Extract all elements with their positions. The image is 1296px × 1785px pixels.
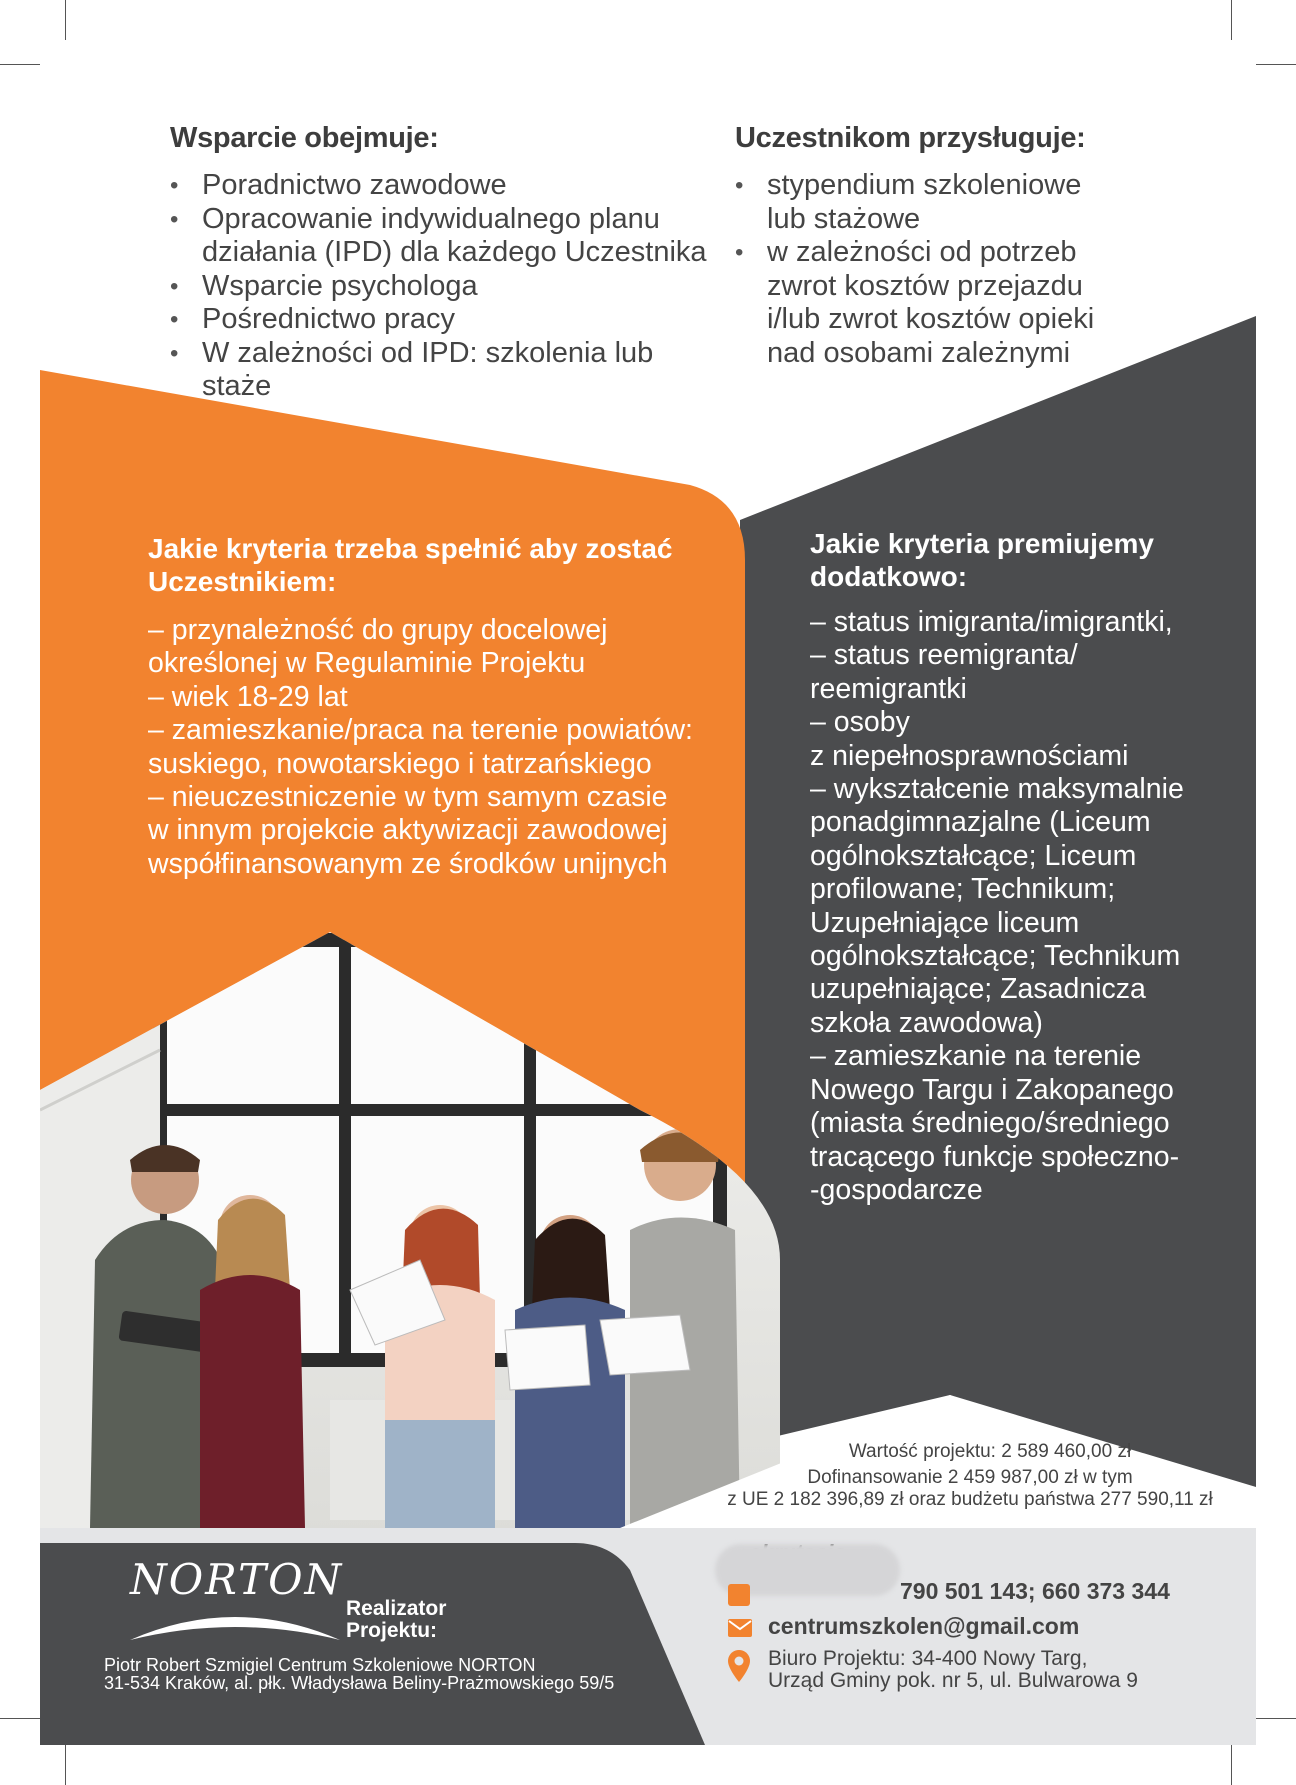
phone-icon xyxy=(728,1584,750,1606)
support-item: • Wsparcie psychologa xyxy=(170,270,710,304)
bonus-line: (miasta średniego/średniego xyxy=(810,1107,1170,1140)
bonus-line: profilowane; Technikum; xyxy=(810,873,1116,906)
bonus-line: – status reemigranta/ xyxy=(810,639,1078,672)
bonus-title-line: dodatkowo: xyxy=(810,561,968,592)
entitlements-list xyxy=(735,169,1105,370)
funding-info xyxy=(700,1440,1240,1512)
entitlements-item: • w zależności od potrzeb zwrot kosztów przejazdu i/lub zwrot kosztów opieki nad osobami zależnymi xyxy=(735,236,1105,370)
entitlements-section xyxy=(735,122,1105,370)
criteria-title-line: Jakie kryteria trzeba spełnić aby zostać xyxy=(148,533,673,564)
email-link[interactable]: centrumszkolen@gmail.com xyxy=(768,1613,1080,1639)
bonus-line: – osoby xyxy=(810,706,910,739)
support-section xyxy=(170,122,710,404)
bonus-section xyxy=(810,527,1230,1207)
bonus-line: – zamieszkanie na terenie xyxy=(810,1040,1142,1073)
location-pin-icon xyxy=(728,1650,750,1682)
realizer-line: Realizator xyxy=(346,1597,447,1620)
realizer-line: Projektu: xyxy=(346,1619,438,1642)
bonus-line: Uzupełniające liceum xyxy=(810,906,1080,939)
support-item: • Poradnictwo zawodowe xyxy=(170,169,710,203)
phone-numbers[interactable]: 790 501 143; 660 373 344 xyxy=(900,1578,1170,1604)
company-address xyxy=(104,1656,614,1692)
bonus-line: Nowego Targu i Zakopanego xyxy=(810,1073,1174,1106)
criteria-list xyxy=(148,614,728,881)
realizer-label xyxy=(346,1598,446,1642)
criteria-line: określonej w Regulaminie Projektu xyxy=(148,647,586,680)
criteria-line: współfinansowanym ze środków unijnych xyxy=(148,847,668,880)
criteria-title-line: Uczestnikiem: xyxy=(148,566,337,597)
office-address xyxy=(768,1648,1138,1692)
criteria-line: suskiego, nowotarskiego i tatrzańskiego xyxy=(148,747,652,780)
logo-text: NORTON xyxy=(130,1555,344,1604)
logo-swoosh-icon xyxy=(130,1604,340,1644)
support-title: Wsparcie obejmuje: xyxy=(170,122,439,154)
bonus-line: -gospodarcze xyxy=(810,1173,983,1206)
company-line: Piotr Robert Szmigiel Centrum Szkoleniowe NORTON xyxy=(104,1655,536,1675)
phone-row xyxy=(728,1578,1170,1606)
bonus-line: uzupełniające; Zasadnicza xyxy=(810,973,1146,1006)
cofinancing-breakdown: z UE 2 182 396,89 zł oraz budżetu państwa 277 590,11 zł xyxy=(727,1489,1213,1510)
bonus-line: szkoła zawodowa) xyxy=(810,1006,1043,1039)
criteria-line: – zamieszkanie/praca na terenie powiatów: xyxy=(148,714,693,747)
bonus-title-line: Jakie kryteria premiujemy xyxy=(810,528,1154,559)
bonus-line: ogólnokształcące; Technikum xyxy=(810,940,1181,973)
entitlements-title: Uczestnikom przysługuje: xyxy=(735,122,1086,154)
project-value: Wartość projektu: 2 589 460,00 zł xyxy=(848,1441,1132,1462)
bonus-line: – status imigranta/imigrantki, xyxy=(810,606,1173,638)
criteria-line: – nieuczestniczenie w tym samym czasie xyxy=(148,781,668,814)
criteria-section xyxy=(148,532,728,881)
bonus-title xyxy=(810,527,1230,593)
criteria-line: – przynależność do grupy docelowej xyxy=(148,614,608,646)
support-item: • W zależności od IPD: szkolenia lub staże xyxy=(170,337,710,404)
office-line: Biuro Projektu: 34-400 Nowy Targ, xyxy=(768,1647,1088,1670)
criteria-title xyxy=(148,532,728,598)
office-line: Urząd Gminy pok. nr 5, ul. Bulwarowa 9 xyxy=(768,1669,1138,1692)
company-line: 31-534 Kraków, al. płk. Władysława Beliny-Prażmowskiego 59/5 xyxy=(104,1673,615,1693)
cofinancing: Dofinansowanie 2 459 987,00 zł w tym xyxy=(807,1467,1133,1488)
support-item: • Pośrednictwo pracy xyxy=(170,303,710,337)
criteria-line: w innym projekcie aktywizacji zawodowej xyxy=(148,814,668,847)
email-row xyxy=(728,1613,1079,1640)
entitlements-item: • stypendium szkoleniowe lub stażowe xyxy=(735,169,1105,236)
bonus-line: reemigrantki xyxy=(810,672,967,705)
norton-logo xyxy=(130,1555,344,1649)
bonus-list xyxy=(810,606,1230,1207)
bonus-line: ogólnokształcące; Liceum xyxy=(810,839,1137,872)
bonus-line: – wykształcenie maksymalnie xyxy=(810,773,1184,806)
bonus-line: tracącego funkcje społeczno- xyxy=(810,1140,1180,1173)
mail-icon xyxy=(728,1619,752,1637)
bonus-line: z niepełnosprawnościami xyxy=(810,739,1129,772)
support-list xyxy=(170,169,710,404)
bonus-line: ponadgimnazjalne (Liceum xyxy=(810,806,1151,839)
criteria-line: – wiek 18-29 lat xyxy=(148,680,348,713)
support-item: • Opracowanie indywidualnego planu działania (IPD) dla każdego Uczestnika xyxy=(170,203,710,270)
office-row xyxy=(728,1648,1138,1692)
